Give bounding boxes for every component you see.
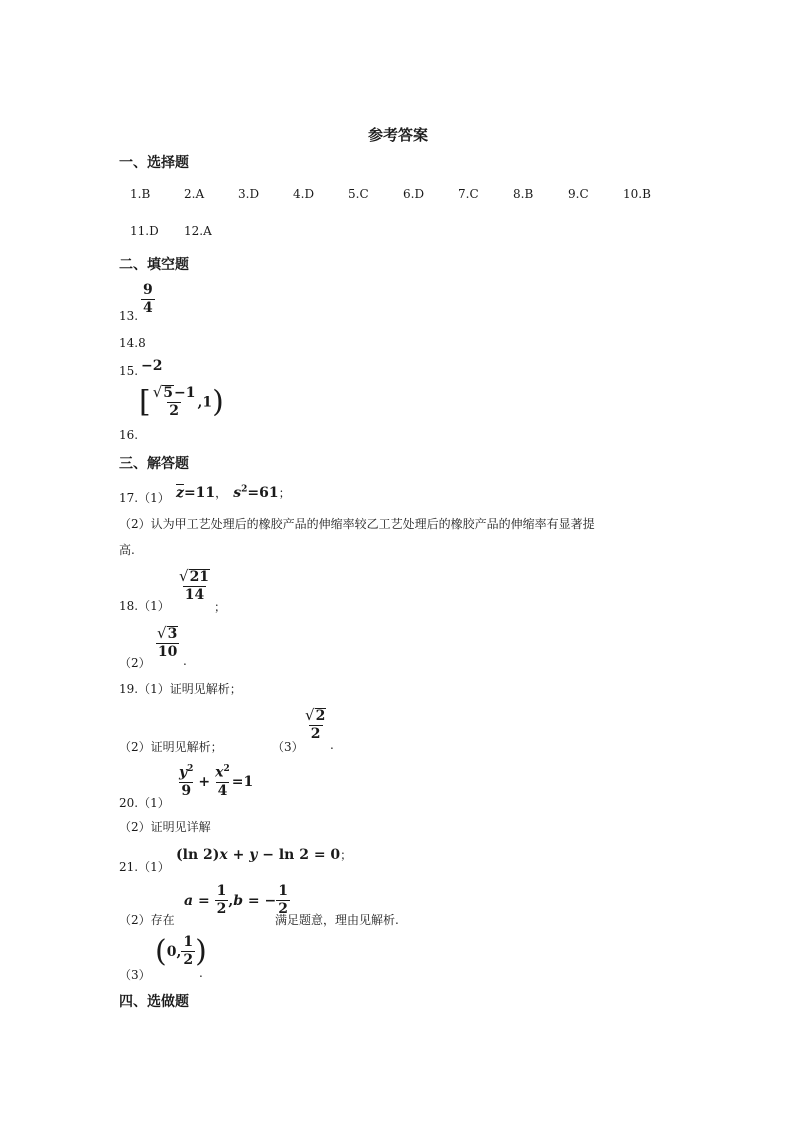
q18-label: 18.（1）	[119, 599, 170, 613]
q21-part3-label: （3）	[119, 968, 151, 982]
q17-label: 17.（1）	[119, 491, 170, 505]
page-title: 参考答案	[368, 126, 429, 144]
answer-2: 2.A	[184, 187, 205, 201]
q17-part2-line1: （2）认为甲工艺处理后的橡胶产品的伸缩率较乙工艺处理后的橡胶产品的伸缩率有显著提	[119, 517, 595, 531]
q21-label: 21.（1）	[119, 860, 170, 874]
section-heading-fill: 二、填空题	[119, 257, 189, 273]
answer-10: 10.B	[623, 187, 651, 201]
q19-part2: （2）证明见解析；	[119, 740, 223, 754]
q20-equation: $\frac{y^2}{9}$ + $\frac{x^2}{4}$ =1	[179, 764, 254, 800]
answer-8: 8.B	[513, 187, 534, 201]
q20-part2: （2）证明见详解	[119, 820, 211, 834]
answer-12: 12.A	[184, 224, 212, 238]
q21-part3-end: .	[199, 966, 203, 980]
q21-part1-formula: (ln 2)x + y − ln 2 = 0；	[176, 847, 353, 863]
q19-part3-fraction: √ 2 2	[305, 706, 326, 743]
q16-label: 16.	[119, 428, 139, 442]
q18-part2-end: .	[183, 654, 187, 668]
q13-fraction: $\frac{9}{4}$	[143, 282, 153, 317]
answer-5: 5.C	[348, 187, 369, 201]
section-heading-choice: 一、选择题	[119, 155, 189, 171]
q15-label: 15.	[119, 364, 139, 378]
q18-part1-fraction: √ 21 14	[179, 567, 210, 604]
q16-interval: [ √ 5 −1 2 ,1)	[139, 383, 224, 420]
q15-value: −2	[141, 358, 163, 374]
answer-6: 6.D	[403, 187, 425, 201]
q18-part1-end: ；	[214, 600, 227, 614]
q21-part2-label: （2）存在	[119, 913, 175, 927]
q21-part2-formula: a = $\frac{1}{2}$ ,b = − $\frac{1}{2}$	[184, 883, 288, 918]
q17-formula: $\overline{z}=11$， $s^2=61$；	[176, 484, 291, 501]
q21-part3-interval: (0, $\frac{1}{2}$ )	[155, 933, 207, 969]
q17-part2-line2: 高.	[119, 543, 135, 557]
q14-answer: 14.8	[119, 336, 146, 350]
q19-part1: 19.（1）证明见解析；	[119, 682, 242, 696]
q21-part2-tail: 满足题意，理由见解析.	[275, 913, 399, 927]
answer-9: 9.C	[568, 187, 589, 201]
q13-label: 13.	[119, 309, 139, 323]
section-heading-optional: 四、选做题	[119, 994, 189, 1010]
answer-4: 4.D	[293, 187, 315, 201]
q18-part2-label: （2）	[119, 656, 151, 670]
answer-11: 11.D	[130, 224, 159, 238]
answer-3: 3.D	[238, 187, 260, 201]
q19-part3-label: （3）	[272, 740, 304, 754]
q20-label: 20.（1）	[119, 796, 170, 810]
answer-7: 7.C	[458, 187, 479, 201]
answer-1: 1.B	[130, 187, 151, 201]
q19-part3-end: .	[330, 738, 334, 752]
section-heading-solve: 三、解答题	[119, 456, 189, 472]
q18-part2-fraction: √ 3 10	[157, 624, 178, 661]
